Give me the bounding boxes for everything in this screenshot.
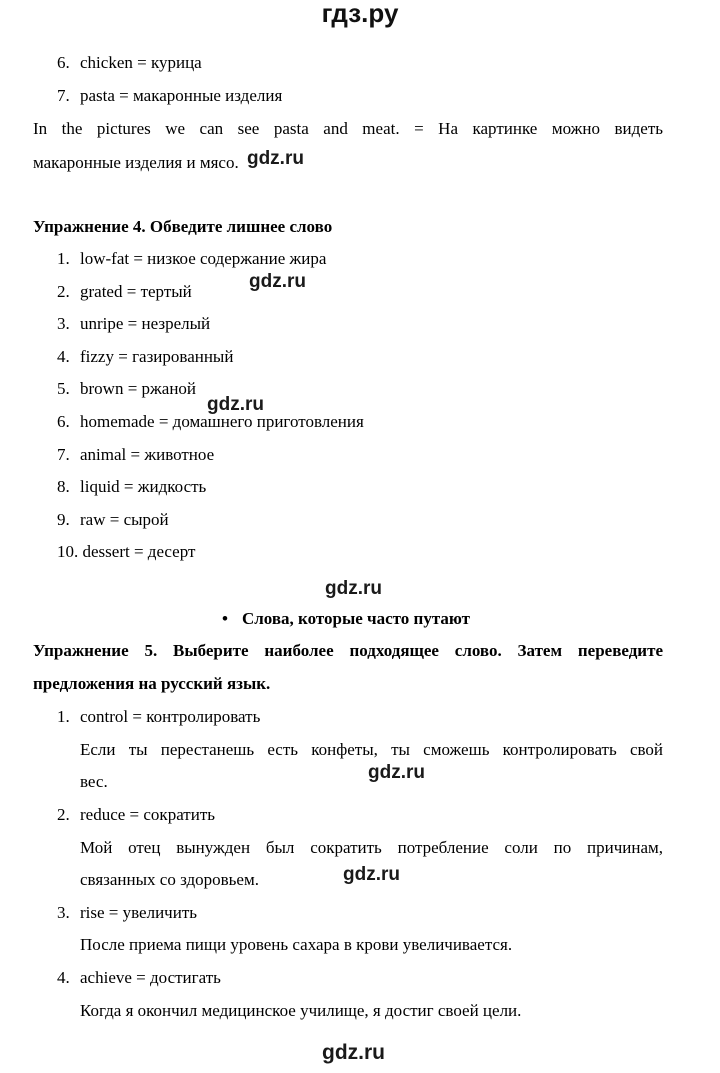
watermark: gdz.ru [249, 271, 306, 292]
translation-line: Когда я окончил медицинское училище, я достиг своей цели. [80, 1001, 522, 1020]
item-text: unripe = незрелый [80, 314, 211, 333]
item-number: 6. [57, 53, 70, 72]
watermark: gdz.ru [343, 864, 400, 885]
translation-line: связанных со здоровьем. [80, 870, 259, 889]
item-number: 7. [57, 445, 70, 464]
paragraph-text: макаронные изделия и мясо. [33, 153, 239, 172]
list-item [57, 412, 364, 432]
list-item [57, 510, 169, 530]
item-text: animal = животное [80, 445, 215, 464]
exercise-4-title: Упражнение 4. Обведите лишнее слово [33, 217, 333, 236]
item-text: fizzy = газированный [80, 347, 234, 366]
item-number: 3. [57, 903, 70, 922]
item-text: pasta = макаронные изделия [80, 86, 283, 105]
item-text: control = контролировать [80, 707, 261, 726]
item-number: 4. [57, 347, 70, 366]
list-item [57, 379, 196, 399]
item-text: reduce = сократить [80, 805, 216, 824]
list-item [57, 249, 326, 269]
translation-line: вес. [80, 772, 108, 791]
list-item [57, 707, 260, 727]
item-number: 1. [57, 707, 70, 726]
exercise-5-title-cont: предложения на русский язык. [33, 674, 271, 693]
item-number: 2. [57, 805, 70, 824]
item-number: 6. [57, 412, 70, 431]
item-text: grated = тертый [80, 282, 192, 301]
watermark: gdz.ru [325, 578, 382, 599]
list-item [57, 314, 210, 334]
paragraph-line [33, 148, 304, 174]
watermark: gdz.ru [368, 762, 425, 783]
item-number: 7. [57, 86, 70, 105]
item-number: 3. [57, 314, 70, 333]
site-header: гдз.ру [321, 0, 399, 28]
bullet-heading [222, 609, 470, 629]
paragraph-line: In the pictures we can see pasta and meat. = На картинке можно видеть [33, 119, 663, 138]
list-item [57, 968, 221, 988]
item-number: 10. [57, 542, 79, 561]
list-item [57, 542, 195, 562]
watermark: gdz.ru [322, 1041, 385, 1064]
item-text: rise = увеличить [80, 903, 198, 922]
item-text: liquid = жидкость [80, 477, 207, 496]
list-item [57, 53, 202, 73]
item-text: homemade = домашнего приготовления [80, 412, 364, 431]
item-text: low-fat = низкое содержание жира [80, 249, 327, 268]
list-item [57, 445, 214, 465]
list-item [57, 903, 197, 923]
list-item [57, 347, 233, 367]
item-number: 4. [57, 968, 70, 987]
item-text: achieve = достигать [80, 968, 221, 987]
translation-line: Мой отец вынужден был сократить потребление соли по причинам, [80, 838, 663, 857]
bullet-text: Слова, которые часто путают [241, 609, 471, 628]
watermark: gdz.ru [207, 394, 264, 415]
item-number: 1. [57, 249, 70, 268]
item-number: 5. [57, 379, 70, 398]
item-text: chicken = курица [80, 53, 202, 72]
item-text: raw = сырой [80, 510, 169, 529]
list-item [57, 86, 282, 106]
list-item [57, 805, 215, 825]
item-number: 2. [57, 282, 70, 301]
item-number: 9. [57, 510, 70, 529]
item-number: 8. [57, 477, 70, 496]
watermark: gdz.ru [246, 148, 304, 169]
exercise-5-title: Упражнение 5. Выберите наиболее подходящее слово. Затем переведите [33, 641, 663, 660]
list-item [57, 282, 192, 302]
list-item [57, 477, 206, 497]
item-text: brown = ржаной [80, 379, 197, 398]
translation-line: Если ты перестанешь есть конфеты, ты сможешь контролировать свой [80, 740, 663, 759]
bullet-icon: • [222, 609, 228, 628]
item-text: dessert = десерт [82, 542, 196, 561]
translation-line: После приема пищи уровень сахара в крови увеличивается. [80, 935, 513, 954]
